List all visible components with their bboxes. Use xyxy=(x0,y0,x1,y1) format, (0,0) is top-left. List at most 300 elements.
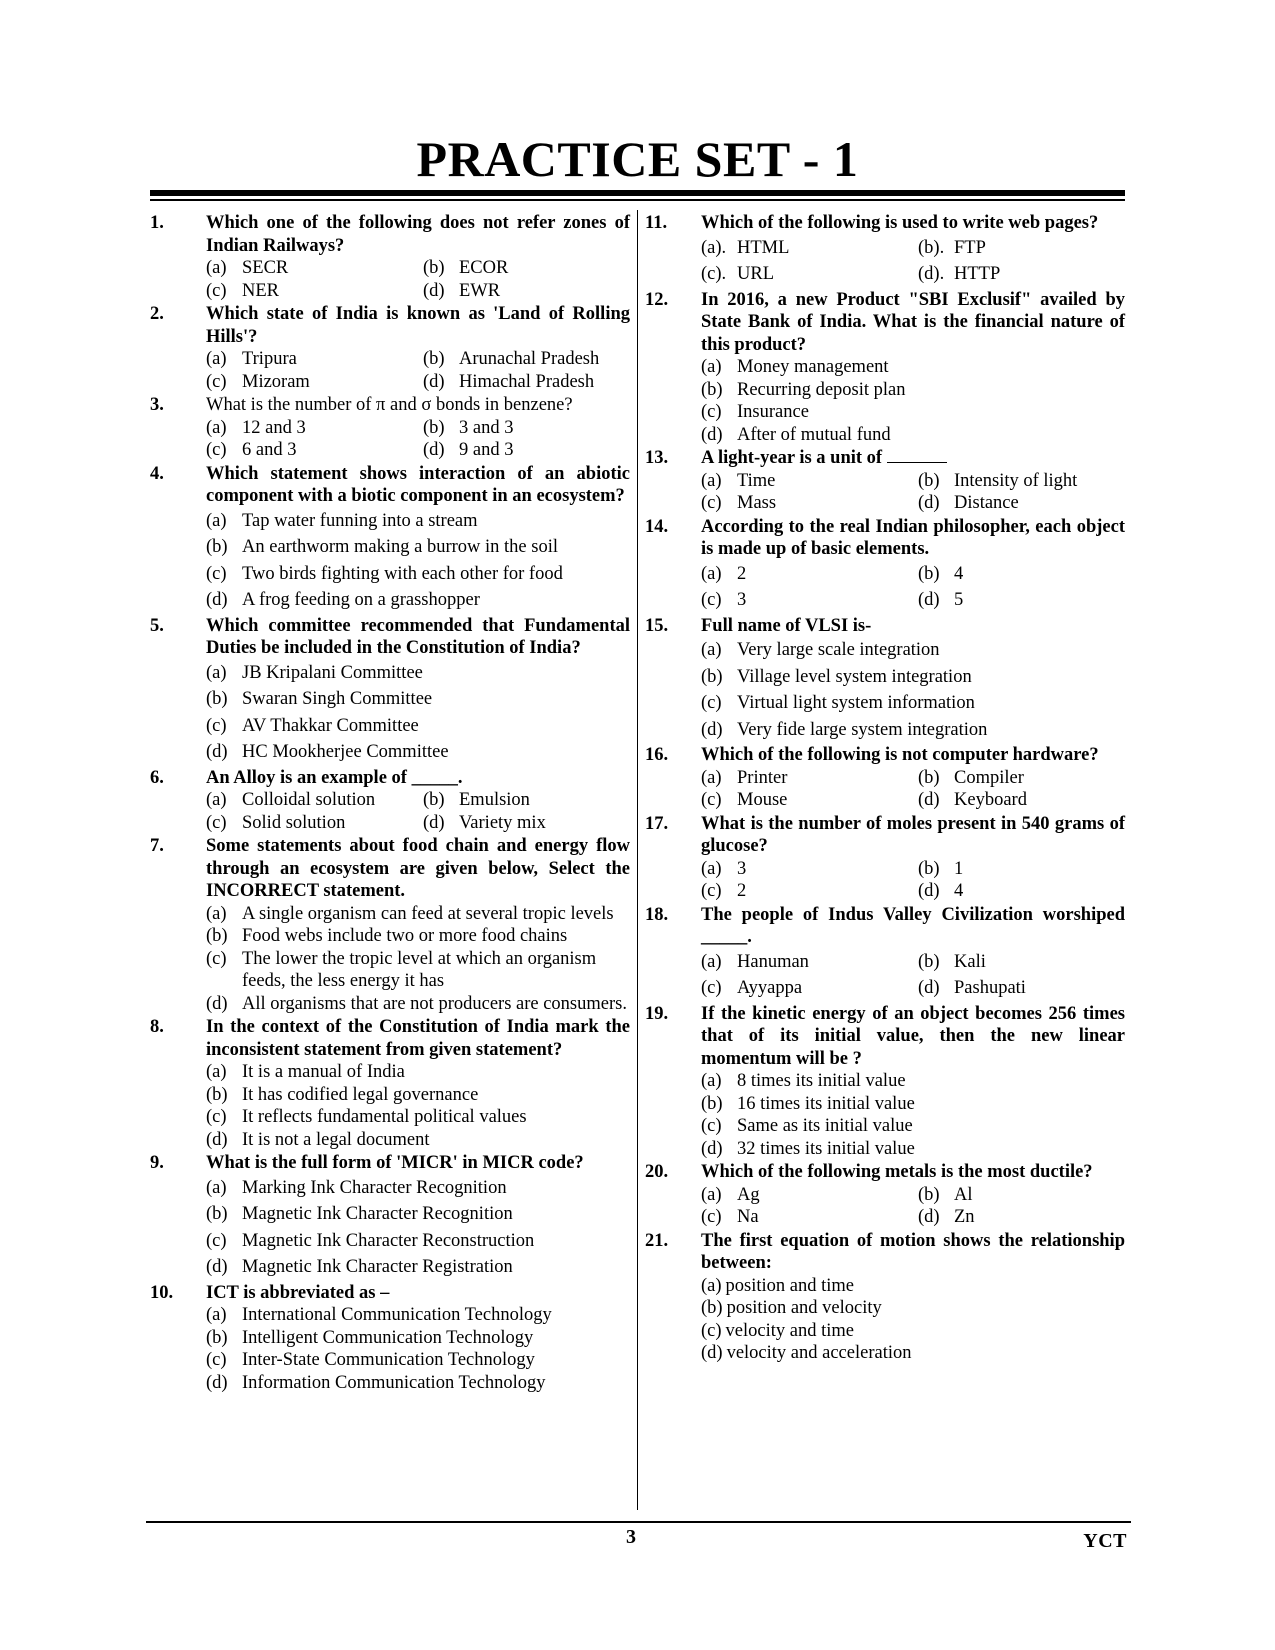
option-label: (c) xyxy=(701,1207,722,1227)
option-label: (b) xyxy=(918,470,940,491)
option-label: (c) xyxy=(206,1350,227,1370)
option-item xyxy=(206,417,413,440)
option-text: SECR xyxy=(242,258,289,278)
option-text: ECOR xyxy=(459,258,509,278)
option-item xyxy=(423,789,630,812)
option-label: (d) xyxy=(206,993,228,1014)
option-label: (a) xyxy=(701,951,722,972)
option-item xyxy=(918,858,1125,881)
option-item xyxy=(701,1297,1125,1320)
option-label: (c) xyxy=(206,563,227,584)
option-text: The lower the tropic level at which an organism feeds, the less energy it has xyxy=(242,948,597,991)
option-label: (a) xyxy=(206,1177,227,1198)
option-label: (c) xyxy=(206,1230,227,1251)
option-label: (d) xyxy=(701,1138,723,1159)
option-label: (b) xyxy=(918,858,940,879)
option-text: International Communication Technology xyxy=(242,1305,552,1325)
option-list xyxy=(206,1175,630,1281)
question-text: In the context of the Constitution of India mark the inconsistent statement from given statement? xyxy=(206,1017,630,1060)
question-item xyxy=(645,289,1125,447)
option-label: (d) xyxy=(423,280,445,301)
option-item xyxy=(918,951,1125,974)
option-list xyxy=(206,348,630,393)
option-text: Ayyappa xyxy=(737,978,803,998)
option-item xyxy=(423,417,630,440)
option-item xyxy=(918,492,1125,515)
option-text: Same as its initial value xyxy=(737,1116,913,1136)
question-text: In 2016, a new Product "SBI Exclusif" availed by State Bank of India. What is the financial nature of this product? xyxy=(701,289,1125,355)
question-number: 14. xyxy=(645,516,669,537)
option-label: (c). xyxy=(701,264,727,284)
option-text: A single organism can feed at several tropic levels xyxy=(242,903,614,924)
option-item xyxy=(206,812,413,835)
option-label: (c) xyxy=(206,440,227,460)
option-text: Two birds fighting with each other for food xyxy=(242,563,563,584)
option-label: (b) xyxy=(701,666,723,687)
option-item xyxy=(206,563,630,586)
option-text: 12 and 3 xyxy=(242,417,306,438)
option-item xyxy=(423,280,630,303)
question-number: 19. xyxy=(645,1003,669,1024)
option-label: (b) xyxy=(423,417,445,438)
option-text: Recurring deposit plan xyxy=(737,379,906,400)
question-text: What is the number of π and σ bonds in benzene? xyxy=(206,395,573,415)
option-item xyxy=(701,563,908,586)
option-label: (b) xyxy=(701,379,723,400)
option-text: Colloidal solution xyxy=(242,790,376,810)
option-text: 9 and 3 xyxy=(459,440,514,460)
question-number: 13. xyxy=(645,448,669,468)
option-item xyxy=(918,1206,1125,1229)
option-item xyxy=(701,666,1125,689)
option-text: Kali xyxy=(954,951,986,972)
option-text: Hanuman xyxy=(737,951,809,972)
option-text: Marking Ink Character Recognition xyxy=(242,1177,507,1198)
option-text: Zn xyxy=(954,1207,975,1227)
question-number: 15. xyxy=(645,615,669,636)
question-text: Which committee recommended that Fundamental Duties be included in the Constitution of India? xyxy=(206,615,630,658)
option-item xyxy=(701,880,908,903)
footer-rule xyxy=(146,1521,1131,1523)
question-number: 3. xyxy=(150,395,164,415)
option-label: (a). xyxy=(701,237,727,258)
option-label: (d) xyxy=(701,719,723,740)
option-item xyxy=(206,1256,630,1279)
option-label: (b) xyxy=(423,258,445,278)
option-text: HC Mookherjee Committee xyxy=(242,742,449,762)
option-item xyxy=(701,424,1125,447)
question-number: 17. xyxy=(645,813,669,834)
option-label: (b) xyxy=(206,926,228,946)
option-text: HTML xyxy=(737,237,790,258)
option-label: (d) xyxy=(423,371,445,392)
option-item xyxy=(423,257,630,280)
question-item xyxy=(150,463,630,614)
option-text: velocity and time xyxy=(725,1320,854,1341)
option-item xyxy=(701,1070,1125,1093)
option-text: 8 times its initial value xyxy=(737,1071,906,1091)
question-text: A light-year is a unit of xyxy=(701,447,1125,470)
option-label: (d) xyxy=(918,1207,940,1227)
option-text: NER xyxy=(242,280,279,301)
option-label: (b) xyxy=(206,1084,228,1105)
question-text: ICT is abbreviated as – xyxy=(206,1282,390,1303)
option-text: Money management xyxy=(737,357,889,377)
option-label: (c) xyxy=(701,881,722,901)
option-text: 5 xyxy=(954,590,964,610)
option-text: FTP xyxy=(954,237,986,258)
option-item xyxy=(701,589,908,612)
option-label: (d) xyxy=(206,590,228,610)
option-text: Magnetic Ink Character Registration xyxy=(242,1257,513,1277)
option-text: It has codified legal governance xyxy=(242,1084,479,1105)
option-item xyxy=(918,977,1125,1000)
option-label: (d) xyxy=(918,493,940,513)
option-label: (b) xyxy=(918,951,940,972)
option-item xyxy=(206,925,630,948)
option-item xyxy=(206,1203,630,1226)
option-label: (c) xyxy=(701,1116,722,1136)
option-label: (d) xyxy=(918,590,940,610)
option-label: (a) xyxy=(701,357,722,377)
option-label: (a) xyxy=(206,349,227,369)
option-label: (a) xyxy=(206,258,227,278)
question-number: 2. xyxy=(150,304,164,324)
question-item xyxy=(150,835,630,1015)
option-text: Swaran Singh Committee xyxy=(242,689,433,709)
option-item xyxy=(701,767,908,790)
option-item xyxy=(701,1115,1125,1138)
option-item xyxy=(206,789,413,812)
option-text: 3 xyxy=(737,858,747,879)
option-label: (b) xyxy=(206,689,228,709)
option-item xyxy=(206,948,630,993)
option-text: Mizoram xyxy=(242,371,310,392)
option-text: 6 and 3 xyxy=(242,440,297,460)
option-list xyxy=(206,257,630,302)
question-item xyxy=(150,767,630,835)
option-text: Intelligent Communication Technology xyxy=(242,1327,534,1348)
option-list xyxy=(701,1184,1125,1229)
option-text: HTTP xyxy=(954,264,1001,284)
option-item xyxy=(918,589,1125,612)
option-item xyxy=(206,1349,630,1372)
option-item xyxy=(701,789,908,812)
option-label: (b) xyxy=(423,790,445,810)
option-label: (a) xyxy=(206,662,227,683)
option-label: (a) xyxy=(701,858,722,879)
option-label: (b) xyxy=(206,537,228,557)
option-text: Time xyxy=(737,470,776,491)
option-label: (c) xyxy=(206,1107,227,1127)
option-item xyxy=(206,1304,630,1327)
question-number: 9. xyxy=(150,1153,164,1173)
option-label: (c) xyxy=(206,371,227,392)
option-label: (b) xyxy=(206,1327,228,1348)
option-label: (a) xyxy=(701,1071,722,1091)
column-divider xyxy=(637,210,638,1510)
option-item xyxy=(206,1106,630,1129)
option-label: (d). xyxy=(918,264,945,284)
option-item xyxy=(918,263,1125,286)
option-item xyxy=(918,767,1125,790)
question-text: The first equation of motion shows the relationship between: xyxy=(701,1230,1125,1273)
option-text: 4 xyxy=(954,881,964,901)
question-text: Which state of India is known as 'Land of Rolling Hills'? xyxy=(206,304,630,347)
option-label: (a) xyxy=(701,470,722,491)
option-list xyxy=(701,356,1125,446)
option-item xyxy=(701,1138,1125,1161)
option-label: (a) xyxy=(206,417,227,438)
option-text: Variety mix xyxy=(459,812,546,833)
option-label: (a) xyxy=(701,640,722,660)
option-item xyxy=(423,371,630,394)
option-item xyxy=(701,1206,908,1229)
page-number: 3 xyxy=(626,1526,636,1548)
option-item xyxy=(918,237,1125,260)
option-list xyxy=(206,417,630,462)
option-text: 4 xyxy=(954,563,964,584)
option-text: It reflects fundamental political values xyxy=(242,1107,527,1127)
option-label: (a) xyxy=(206,510,227,531)
option-item xyxy=(206,741,630,764)
option-text: URL xyxy=(737,264,774,284)
option-item xyxy=(206,662,630,685)
option-item xyxy=(701,492,908,515)
option-label: (b) xyxy=(206,1204,228,1224)
title-rule-thick xyxy=(150,190,1125,196)
question-item xyxy=(645,744,1125,812)
question-number: 20. xyxy=(645,1162,669,1182)
question-number: 5. xyxy=(150,615,164,636)
option-text: Distance xyxy=(954,493,1019,513)
option-item xyxy=(701,977,908,1000)
answer-blank xyxy=(887,461,947,463)
option-text: Very fide large system integration xyxy=(737,719,988,740)
question-item xyxy=(645,904,1125,1002)
option-text: Ag xyxy=(737,1184,760,1205)
question-item xyxy=(150,303,630,393)
option-item xyxy=(918,880,1125,903)
option-list xyxy=(701,470,1125,515)
question-text: Which of the following is not computer hardware? xyxy=(701,745,1099,765)
question-item xyxy=(150,212,630,302)
option-text: Magnetic Ink Character Reconstruction xyxy=(242,1230,535,1251)
option-item xyxy=(206,1084,630,1107)
option-label: (d) xyxy=(701,424,723,445)
question-text: What is the full form of 'MICR' in MICR code? xyxy=(206,1153,584,1173)
option-label: (b) xyxy=(918,767,940,788)
option-text: Na xyxy=(737,1207,759,1227)
option-item xyxy=(701,356,1125,379)
question-text: Which one of the following does not refer zones of Indian Railways? xyxy=(206,213,630,256)
option-text: Very large scale integration xyxy=(737,640,940,660)
option-text: Food webs include two or more food chains xyxy=(242,926,568,946)
question-text: What is the number of moles present in 540 grams of glucose? xyxy=(701,813,1125,856)
question-number: 18. xyxy=(645,904,669,925)
option-text: 3 and 3 xyxy=(459,417,514,438)
option-text: Intensity of light xyxy=(954,470,1078,491)
option-label: (a) xyxy=(701,563,722,584)
option-label: (d) xyxy=(918,978,940,998)
question-text: If the kinetic energy of an object becomes 256 times that of its initial value, then the new linear momentum will be ? xyxy=(701,1003,1125,1069)
option-item xyxy=(701,1093,1125,1116)
option-list xyxy=(206,508,630,614)
question-item xyxy=(645,615,1125,744)
question-text: Which statement shows interaction of an abiotic component with a biotic component in an ecosystem? xyxy=(206,463,630,506)
option-label: (c) xyxy=(701,790,722,810)
option-item xyxy=(701,692,1125,715)
option-text: Arunachal Pradesh xyxy=(459,349,600,369)
question-item xyxy=(645,1161,1125,1229)
question-text: Which of the following metals is the most ductile? xyxy=(701,1162,1093,1182)
option-label: (d) xyxy=(423,440,445,460)
option-list xyxy=(206,789,630,834)
option-item xyxy=(918,1184,1125,1207)
option-item xyxy=(701,719,1125,742)
page-title: PRACTICE SET - 1 xyxy=(416,131,859,187)
option-label: (c) xyxy=(701,590,722,610)
option-label: (d) xyxy=(918,790,940,810)
question-number: 4. xyxy=(150,463,164,484)
option-text: 16 times its initial value xyxy=(737,1093,915,1114)
option-text: Tap water funning into a stream xyxy=(242,510,478,531)
question-number: 10. xyxy=(150,1282,174,1303)
option-label: (d) xyxy=(206,1257,228,1277)
option-text: 2 xyxy=(737,881,747,901)
option-label: (a) xyxy=(701,1275,722,1296)
option-text: Himachal Pradesh xyxy=(459,371,595,392)
option-item xyxy=(701,951,908,974)
option-label: (c) xyxy=(206,280,227,301)
option-list xyxy=(701,637,1125,743)
question-number: 12. xyxy=(645,289,669,310)
option-label: (a) xyxy=(701,1184,722,1205)
question-item xyxy=(645,447,1125,515)
option-list xyxy=(206,1304,630,1394)
option-label: (a) xyxy=(206,790,227,810)
option-text: velocity and acceleration xyxy=(726,1343,912,1363)
question-item xyxy=(150,615,630,766)
option-text: AV Thakkar Committee xyxy=(242,715,419,736)
question-item xyxy=(150,394,630,462)
option-label: (b) xyxy=(918,1184,940,1205)
question-number: 6. xyxy=(150,767,164,788)
option-label: (a) xyxy=(206,1062,227,1082)
option-text: Virtual light system information xyxy=(737,693,975,713)
option-text: Information Communication Technology xyxy=(242,1372,546,1393)
question-column-right xyxy=(645,212,1125,1366)
question-item xyxy=(645,212,1125,288)
option-item xyxy=(701,639,1125,662)
option-label: (c) xyxy=(701,402,722,422)
option-item xyxy=(918,470,1125,493)
option-label: (d) xyxy=(423,812,445,833)
option-label: (c) xyxy=(206,715,227,736)
option-label: (c) xyxy=(701,493,722,513)
option-text: Tripura xyxy=(242,349,297,369)
option-item xyxy=(701,1275,1125,1298)
option-label: (c) xyxy=(206,948,227,969)
option-item xyxy=(206,1129,630,1152)
question-item xyxy=(645,1003,1125,1161)
option-item xyxy=(206,280,413,303)
option-list xyxy=(701,561,1125,614)
option-item xyxy=(206,1177,630,1200)
option-item xyxy=(206,371,413,394)
option-text: After of mutual fund xyxy=(737,424,891,445)
option-text: Inter-State Communication Technology xyxy=(242,1350,535,1370)
option-text: JB Kripalani Committee xyxy=(242,662,423,683)
option-label: (c) xyxy=(701,693,722,713)
question-item xyxy=(150,1282,630,1395)
option-item xyxy=(206,1372,630,1395)
option-item xyxy=(206,1327,630,1350)
option-label: (d) xyxy=(701,1343,723,1363)
option-item xyxy=(423,812,630,835)
option-item xyxy=(701,858,908,881)
option-label: (c) xyxy=(701,1320,722,1341)
option-label: (a) xyxy=(701,767,722,788)
option-label: (b) xyxy=(918,563,940,584)
option-text: An earthworm making a burrow in the soil xyxy=(242,537,558,557)
question-number: 7. xyxy=(150,836,164,856)
option-item xyxy=(701,379,1125,402)
option-text: Mouse xyxy=(737,790,788,810)
option-item xyxy=(701,1320,1125,1343)
option-item xyxy=(701,470,908,493)
option-text: All organisms that are not producers are consumers. xyxy=(242,993,627,1014)
option-text: Insurance xyxy=(737,402,809,422)
option-text: Printer xyxy=(737,767,788,788)
option-item xyxy=(206,348,413,371)
question-item xyxy=(645,516,1125,614)
option-text: position and time xyxy=(725,1275,855,1296)
option-list xyxy=(206,1061,630,1151)
option-item xyxy=(206,993,630,1016)
option-item xyxy=(701,401,1125,424)
option-label: (c) xyxy=(206,812,227,833)
question-item xyxy=(645,1230,1125,1365)
option-text: Emulsion xyxy=(459,790,530,810)
option-item xyxy=(206,903,630,926)
option-list xyxy=(701,767,1125,812)
option-text: 32 times its initial value xyxy=(737,1138,915,1159)
question-text: Some statements about food chain and energy flow through an ecosystem are given below, Select the INCORRECT statement. xyxy=(206,836,630,901)
option-text: Mass xyxy=(737,493,777,513)
question-text: Which of the following is used to write web pages? xyxy=(701,213,1099,233)
option-label: (d) xyxy=(206,1129,228,1150)
option-item xyxy=(206,510,630,533)
option-item xyxy=(206,439,413,462)
option-item xyxy=(206,715,630,738)
option-text: Keyboard xyxy=(954,790,1027,810)
question-item xyxy=(150,1152,630,1281)
option-text: Al xyxy=(954,1184,973,1205)
option-text: A frog feeding on a grasshopper xyxy=(242,590,480,610)
question-number: 21. xyxy=(645,1230,669,1251)
option-text: Village level system integration xyxy=(737,666,972,687)
question-text: Full name of VLSI is- xyxy=(701,615,872,636)
option-item xyxy=(423,439,630,462)
question-item xyxy=(645,813,1125,903)
option-label: (c) xyxy=(701,978,722,998)
question-text: An Alloy is an example of _____. xyxy=(206,767,463,788)
option-label: (d) xyxy=(206,1372,228,1393)
option-text: 2 xyxy=(737,563,747,584)
option-label: (d) xyxy=(206,742,228,762)
option-item xyxy=(206,589,630,612)
